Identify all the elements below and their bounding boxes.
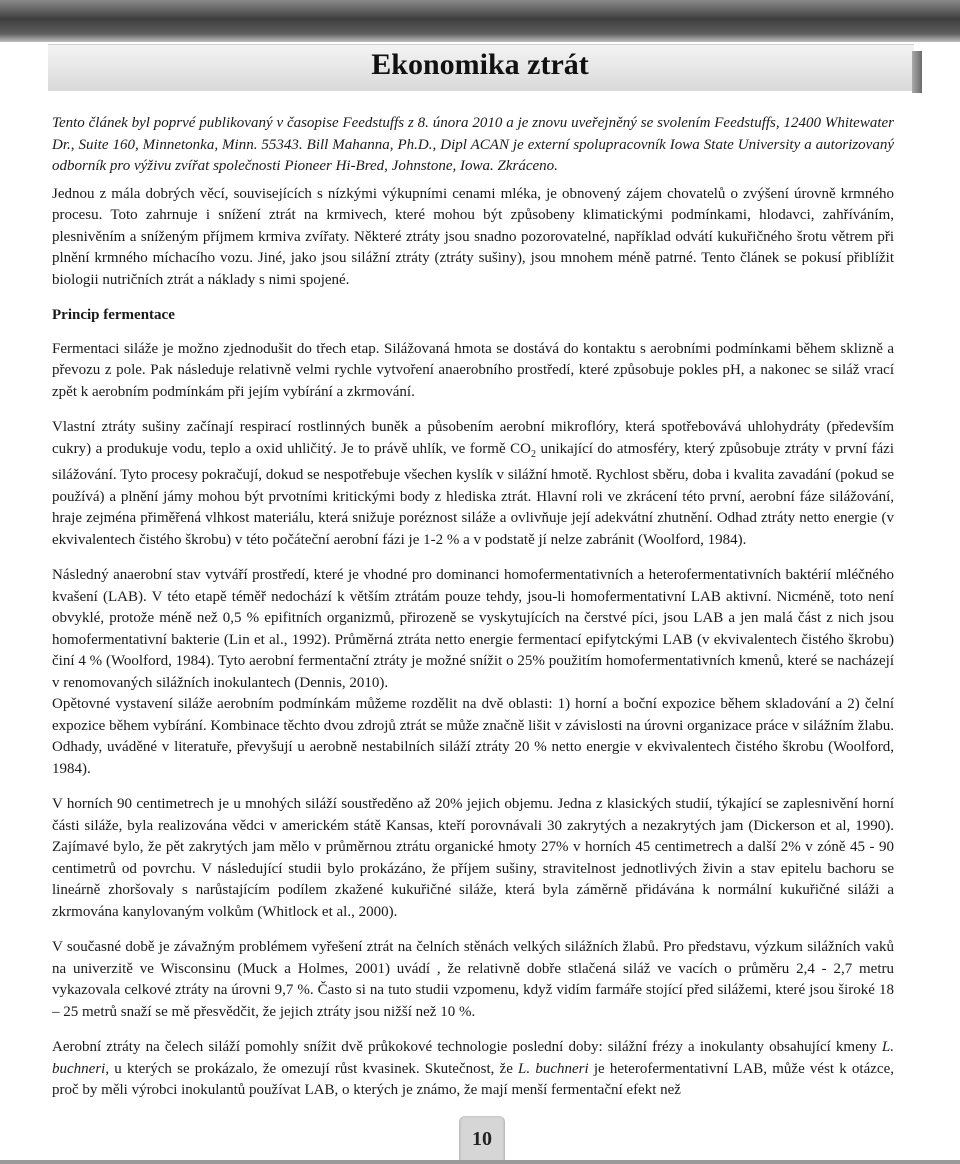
- page-title: Ekonomika ztrát: [371, 48, 589, 81]
- paragraph-3-part-2: unikající do atmosféry, který způsobuje ztráty v první fázi silážování. Tyto procesy pokračují, dokud se nespotřebuje všechen kyslík v silážní hmotě. Rychlost sběru, doba i kvalita zavadání (pokud se používá) a plnění jámy mohou být prvotními kritickými body z hlediska ztrát. Hlavní roli ve zkrácení této první, aerobní fáze silážování, hraje zejména přiměřená vlhkost materiálu, která snižuje poréznost siláže a ovlivňuje její adekvátní zhutnění. Odhad ztráty netto energie (v ekvivalentech čistého škrobu) v této počáteční aerobní fázi je 1-2 % a v podstatě jí nelze zabránit (Woolford, 1984).: [52, 440, 894, 548]
- footer-line: [0, 1160, 960, 1164]
- paragraph-4: Následný anaerobní stav vytváří prostředí, které je vhodné pro dominanci homofermentativních a heterofermentativních baktérií mléčného kvašení (LAB). V této etapě téměř nedochází k větším ztrátám pouze tehdy, jsou-li homofermentativní LAB aktivní. Nicméně, toto není obvyklé, protože méně než 0,5 % epifitních organizmů, přirozeně se vyskytujících na čerstvé píci, jsou LAB a jen malá část z nich jsou homofermentativní bakterie (Lin et al., 1992). Průměrná ztráta netto energie fermentací epifytckými LAB (v ekvivalentech čistého škrobu) činí 4 % (Woolford, 1984). Tyto aerobní fermentační ztráty je možné snížit o 25% použitím homofermentativních kmenů, které se nacházejí v renomovaných silážních inokulantech (Dennis, 2010).: [52, 567, 894, 691]
- paragraph-3-part-1: Vlastní ztráty sušiny začínají respirací rostlinných buněk a působením aerobní mikroflóry, která spotřebovává uhlohydráty (především cukry) a produkuje vodu, teplo a oxid uhličitý. Je to právě uhlík, ve formě CO: [52, 419, 894, 457]
- paragraph-1: Jednou z mála dobrých věcí, souvisejících s nízkými výkupními cenami mléka, je obnovený zájem chovatelů o zvýšení úrovně krmného procesu. Toto zahrnuje i snížení ztrát na krmivech, které mohou být způsobeny klimatickými podmínkami, hlodavci, zahříváním, plesnivěním a sníženým příjmem krmiva zvířaty. Některé ztráty jsou snadno pozorovatelné, například odvátí kukuřičného šrotu větrem při plnění krmného míchacího vozu. Jiné, jako jsou silážní ztráty (ztráty sušiny), jsou mnohem méně patrné. Tento článek se pokusí přiblížit biologii nutričních ztrát a náklady s nimi spojené.: [52, 185, 894, 288]
- page-number: 10: [472, 1128, 492, 1150]
- section-heading: Princip fermentace: [52, 307, 175, 323]
- paragraph-8-part-1: Aerobní ztráty na čelech siláží pomohly snížit dvě průkokové technologie poslední doby: silážní frézy a inokulanty obsahující kmeny: [52, 1039, 882, 1055]
- header-decor-bar: [0, 0, 960, 42]
- species-name: L. buchneri: [518, 1060, 589, 1077]
- paragraph-8-part-3: je heterofermentativní LAB, může vést k otázce, proč by měli výrobci inokulantů používat LAB, o kterých je známo, že mají menší fermentační efekt než: [52, 1060, 894, 1098]
- page-number-tab: [459, 1116, 505, 1164]
- paragraph-6: V horních 90 centimetrech je u mnohých siláží soustředěno až 20% jejich objemu. Jedna z klasických studií, týkající se zaplesnivění horní části siláže, byla realizována vědci v americkém státě Kansas, kteří porovnávali 30 zakrytých a nezakrytých jam (Dickerson et al, 1990). Zajímavé bylo, že pět zakrytých jam mělo v průměrnou ztrátu organické hmoty 27% v horních 45 centimetrech a další 2% v zóně 45 - 90 centimetrů od povrchu. V následující studii bylo prokázáno, že příjem sušiny, stravitelnost jednotlivých živin a stav epitelu bachoru se lineárně zhoršovaly s narůstajícím podílem zkažené kukuřičné siláže, která byla záměrně přidávána k normální kukuřičné siláži a zkrmována kanylovaným volkům (Whitlock et al., 2000).: [52, 796, 894, 920]
- paragraph-7: V současné době je závažným problémem vyřešení ztrát na čelních stěnách velkých silážních žlabů. Pro představu, výzkum silážních vaků na univerzitě ve Wisconsinu (Muck a Holmes, 2001) uvádí , že relativně dobře stlačená siláž ve vacích o průměru 2,4 - 2,7 metru vykazovala celkové ztráty na úrovni 9,7 %. Často si na tuto studii vzpomenu, když vidím farmáře stojící před silážemi, které jsou široké 18 – 25 metrů snaží se mě přesvědčit, že jejich ztráty jsou nižší než 10 %.: [52, 939, 894, 1020]
- paragraph-3: [52, 417, 894, 551]
- paragraph-8-part-2: , u kterých se prokázalo, že omezují růst kvasinek. Skutečnost, že: [105, 1060, 519, 1077]
- paragraph-5: Opětovné vystavení siláže aerobním podmínkám můžeme rozdělit na dvě oblasti: 1) horní a boční expozice během skladování a 2) čelní expozice během vybírání. Kombinace těchto dvou zdrojů ztrát se může značně lišit v závislosti na úrovni organizace práce v silážním žlabu. Odhady, uváděné v literatuře, převyšují u aerobně nestabilních siláží ztráty 20 % netto energie v ekvivalentech čistého škrobu (Woolford, 1984).: [52, 696, 894, 777]
- paragraph-8: [52, 1037, 894, 1102]
- article-body: [52, 113, 894, 1116]
- co2-subscript: 2: [530, 448, 536, 460]
- species-name: L. buchneri: [52, 1039, 894, 1077]
- paragraph-2: Fermentaci siláže je možno zjednodušit do třech etap. Silážovaná hmota se dostává do kontaktu s aerobními podmínkami během sklizně a převozu z pole. Pak následuje relativně velmi rychle vytvoření anaerobního prostředí, které způsobuje pokles pH, a nakonec se siláž vrací zpět k aerobním podmínkám při jejím vybírání a zkrmování.: [52, 340, 894, 400]
- intro-note: Tento článek byl poprvé publikovaný v časopise Feedstuffs z 8. února 2010 a je znovu uveřejněný se svolením Feedstuffs, 12400 Whitewater Dr., Suite 160, Minnetonka, Minn. 55343. Bill Mahanna, Ph.D., Dipl ACAN je externí spolupracovník Iowa State University a autorizovaný odborník pro výživu zvířat společnosti Pioneer Hi-Bred, Johnstone, Iowa. Zkráceno.: [52, 115, 894, 174]
